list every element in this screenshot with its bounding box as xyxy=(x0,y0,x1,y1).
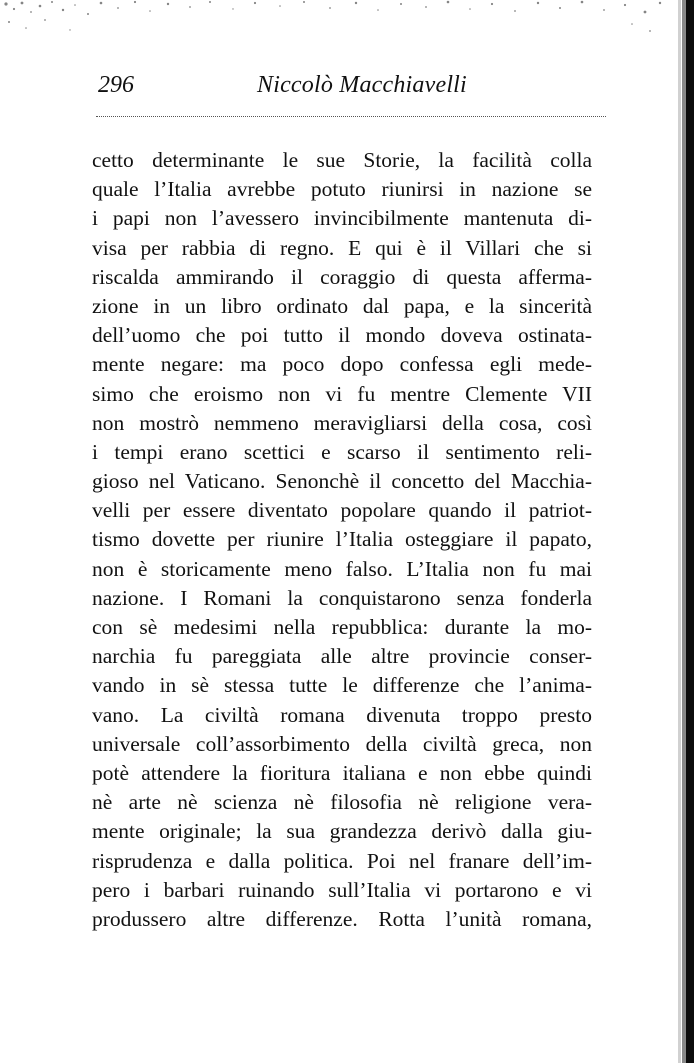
text-line: nè arte nè scienza nè filosofia nè religione vera- xyxy=(92,790,592,815)
page-edge-shadow xyxy=(676,0,694,1063)
text-line: nazione. I Romani la conquistarono senza fonderla xyxy=(92,585,592,610)
running-title: Niccolò Macchiavelli xyxy=(257,72,467,98)
text-line: velli per essere diventato popolare quando il patriot- xyxy=(92,498,592,523)
text-line: non mostrò nemmeno meravigliarsi della cosa, così xyxy=(92,410,592,435)
text-line: zione in un libro ordinato dal papa, e la sincerità xyxy=(92,293,592,318)
text-line: tismo dovette per riunire l’Italia osteggiare il papato, xyxy=(92,527,592,552)
page-number: 296 xyxy=(98,72,134,98)
text-line: vando in sè stessa tutte le differenze che l’anima- xyxy=(92,673,592,698)
scan-noise xyxy=(0,0,694,40)
text-line: gioso nel Vaticano. Senonchè il concetto del Macchia- xyxy=(92,469,592,494)
header-divider xyxy=(96,116,606,117)
text-line: cetto determinante le sue Storie, la facilità colla xyxy=(92,148,592,172)
text-line: pero i barbari ruinando sull’Italia vi portarono e vi xyxy=(92,877,592,902)
text-line: i tempi erano scettici e scarso il sentimento reli- xyxy=(92,439,592,464)
text-line: i papi non l’avessero invincibilmente mantenuta di- xyxy=(92,206,592,231)
text-line: universale coll’assorbimento della civiltà greca, non xyxy=(92,731,592,756)
text-line: mente negare: ma poco dopo confessa egli mede- xyxy=(92,352,592,377)
text-line: mente originale; la sua grandezza derivò dalla giu- xyxy=(92,819,592,844)
text-line: riscalda ammirando il coraggio di questa afferma- xyxy=(92,264,592,289)
text-line: potè attendere la fioritura italiana e non ebbe quindi xyxy=(92,760,592,785)
text-line: produssero altre differenze. Rotta l’unità romana, xyxy=(92,906,592,931)
page-header xyxy=(96,72,596,106)
text-line: quale l’Italia avrebbe potuto riunirsi in nazione se xyxy=(92,177,592,202)
text-line: narchia fu pareggiata alle altre provincie conser- xyxy=(92,644,592,669)
text-line: visa per rabbia di regno. E qui è il Villari che si xyxy=(92,235,592,260)
text-line: con sè medesimi nella repubblica: durante la mo- xyxy=(92,615,592,639)
text-line: simo che eroismo non vi fu mentre Clemente VII xyxy=(92,381,592,406)
text-line: risprudenza e dalla politica. Poi nel franare dell’im- xyxy=(92,848,592,873)
text-line: non è storicamente meno falso. L’Italia non fu mai xyxy=(92,556,592,581)
text-line: dell’uomo che poi tutto il mondo doveva ostinata- xyxy=(92,323,592,348)
text-line: vano. La civiltà romana divenuta troppo presto xyxy=(92,702,592,727)
body-text xyxy=(92,146,592,934)
